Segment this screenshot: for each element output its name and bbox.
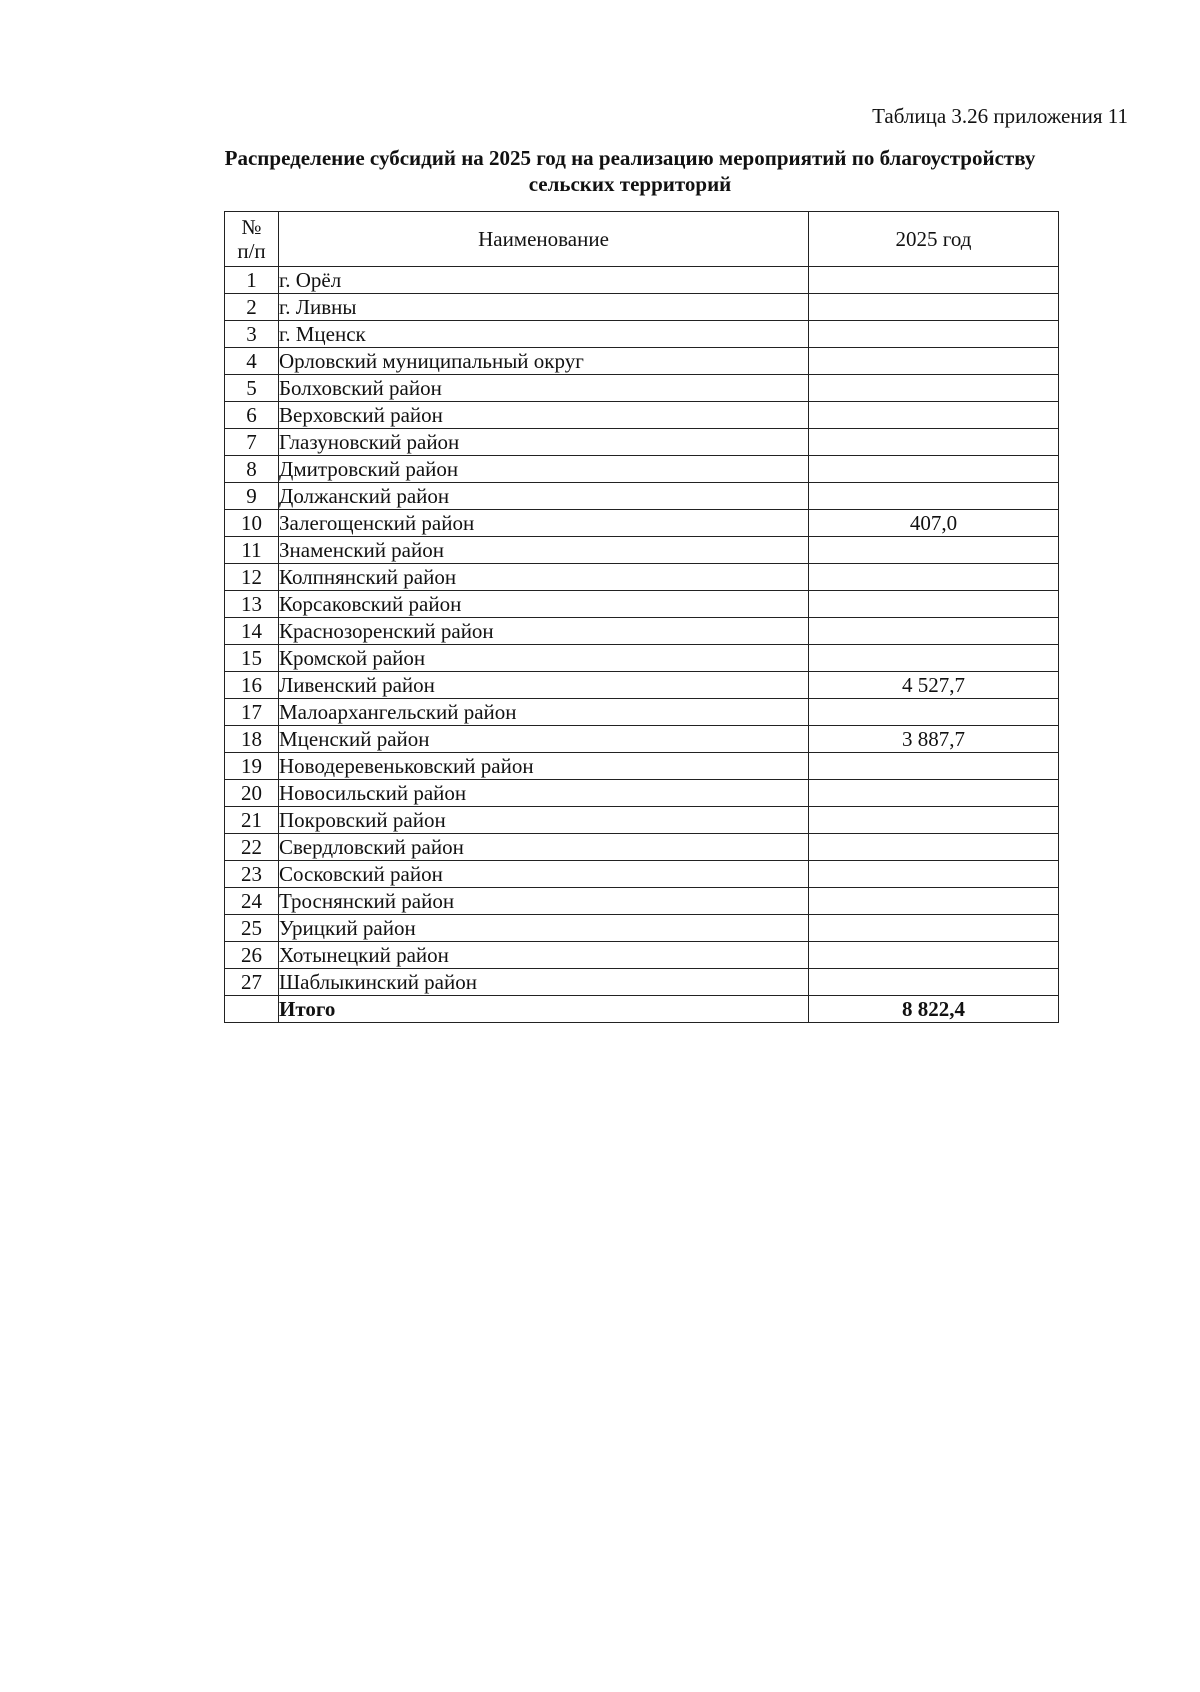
row-name: Должанский район (279, 483, 809, 510)
row-name: Орловский муниципальный округ (279, 348, 809, 375)
row-number: 15 (225, 645, 279, 672)
row-number: 21 (225, 807, 279, 834)
table-row (225, 564, 1059, 591)
row-value (809, 645, 1059, 672)
row-name: г. Мценск (279, 321, 809, 348)
row-value (809, 348, 1059, 375)
row-number: 12 (225, 564, 279, 591)
header-number-line-2: п/п (237, 239, 266, 263)
table-row (225, 726, 1059, 753)
total-row (225, 996, 1059, 1023)
table-row (225, 699, 1059, 726)
row-value (809, 780, 1059, 807)
row-number: 13 (225, 591, 279, 618)
table-row (225, 618, 1059, 645)
row-value (809, 564, 1059, 591)
table-row (225, 429, 1059, 456)
row-value (809, 834, 1059, 861)
row-name: Верховский район (279, 402, 809, 429)
row-number: 22 (225, 834, 279, 861)
table-row (225, 267, 1059, 294)
row-number: 25 (225, 915, 279, 942)
table-row (225, 321, 1059, 348)
table-row (225, 807, 1059, 834)
row-number: 4 (225, 348, 279, 375)
row-name: Новосильский район (279, 780, 809, 807)
row-number: 11 (225, 537, 279, 564)
row-name: Хотынецкий район (279, 942, 809, 969)
header-number-line-1: № (241, 215, 262, 239)
row-value (809, 456, 1059, 483)
row-number: 16 (225, 672, 279, 699)
subsidy-table (224, 211, 1059, 1023)
row-name: Глазуновский район (279, 429, 809, 456)
table-row (225, 537, 1059, 564)
row-name: Знаменский район (279, 537, 809, 564)
row-value (809, 753, 1059, 780)
table-row (225, 672, 1059, 699)
row-name: Новодеревеньковский район (279, 753, 809, 780)
row-value (809, 483, 1059, 510)
row-value (809, 699, 1059, 726)
row-number: 10 (225, 510, 279, 537)
table-row (225, 591, 1059, 618)
row-value: 407,0 (809, 510, 1059, 537)
row-number: 1 (225, 267, 279, 294)
row-number: 3 (225, 321, 279, 348)
row-name: Ливенский район (279, 672, 809, 699)
table-row (225, 780, 1059, 807)
table-row (225, 483, 1059, 510)
table-row (225, 375, 1059, 402)
table-row (225, 753, 1059, 780)
title-line-1: Распределение субсидий на 2025 год на реализацию мероприятий по благоустройству (224, 146, 1036, 170)
row-number: 6 (225, 402, 279, 429)
row-value (809, 402, 1059, 429)
table-row (225, 510, 1059, 537)
row-name: Мценский район (279, 726, 809, 753)
table-caption: Таблица 3.26 приложения 11 (872, 104, 1128, 128)
row-value (809, 375, 1059, 402)
table-row (225, 402, 1059, 429)
row-value (809, 537, 1059, 564)
table-row (225, 348, 1059, 375)
table-row (225, 915, 1059, 942)
row-name: Покровский район (279, 807, 809, 834)
title-line-2: сельских территорий (528, 172, 732, 196)
table-row (225, 861, 1059, 888)
row-name: Сосковский район (279, 861, 809, 888)
row-name: г. Ливны (279, 294, 809, 321)
row-value (809, 294, 1059, 321)
row-number: 23 (225, 861, 279, 888)
table-header-row (225, 212, 1059, 267)
table-row (225, 645, 1059, 672)
row-name: Троснянский район (279, 888, 809, 915)
row-number: 5 (225, 375, 279, 402)
row-number: 8 (225, 456, 279, 483)
row-name: Свердловский район (279, 834, 809, 861)
row-value (809, 618, 1059, 645)
row-value (809, 321, 1059, 348)
row-number: 19 (225, 753, 279, 780)
row-value (809, 267, 1059, 294)
document-title (150, 145, 1110, 197)
row-name: Шаблыкинский район (279, 969, 809, 996)
row-value (809, 807, 1059, 834)
row-value: 4 527,7 (809, 672, 1059, 699)
table-body (225, 267, 1059, 1023)
row-value (809, 942, 1059, 969)
row-number: 14 (225, 618, 279, 645)
row-value (809, 888, 1059, 915)
row-value (809, 861, 1059, 888)
total-label: Итого (279, 996, 809, 1023)
row-number: 24 (225, 888, 279, 915)
table-row (225, 969, 1059, 996)
table-row (225, 888, 1059, 915)
header-name: Наименование (279, 212, 809, 267)
row-value (809, 915, 1059, 942)
row-value: 3 887,7 (809, 726, 1059, 753)
row-name: Залегощенский район (279, 510, 809, 537)
row-name: Болховский район (279, 375, 809, 402)
row-number: 9 (225, 483, 279, 510)
row-name: Корсаковский район (279, 591, 809, 618)
row-value (809, 429, 1059, 456)
row-name: Кромской район (279, 645, 809, 672)
total-value: 8 822,4 (809, 996, 1059, 1023)
row-name: г. Орёл (279, 267, 809, 294)
row-value (809, 591, 1059, 618)
row-value (809, 969, 1059, 996)
row-name: Дмитровский район (279, 456, 809, 483)
row-name: Урицкий район (279, 915, 809, 942)
header-year: 2025 год (809, 212, 1059, 267)
row-number: 18 (225, 726, 279, 753)
row-number: 26 (225, 942, 279, 969)
table-row (225, 456, 1059, 483)
row-number: 2 (225, 294, 279, 321)
header-number (225, 212, 279, 267)
row-number: 17 (225, 699, 279, 726)
row-number: 7 (225, 429, 279, 456)
table-row (225, 942, 1059, 969)
table-row (225, 294, 1059, 321)
row-number: 27 (225, 969, 279, 996)
row-name: Колпнянский район (279, 564, 809, 591)
total-number (225, 996, 279, 1023)
row-name: Малоархангельский район (279, 699, 809, 726)
row-number: 20 (225, 780, 279, 807)
table-row (225, 834, 1059, 861)
row-name: Краснозоренский район (279, 618, 809, 645)
